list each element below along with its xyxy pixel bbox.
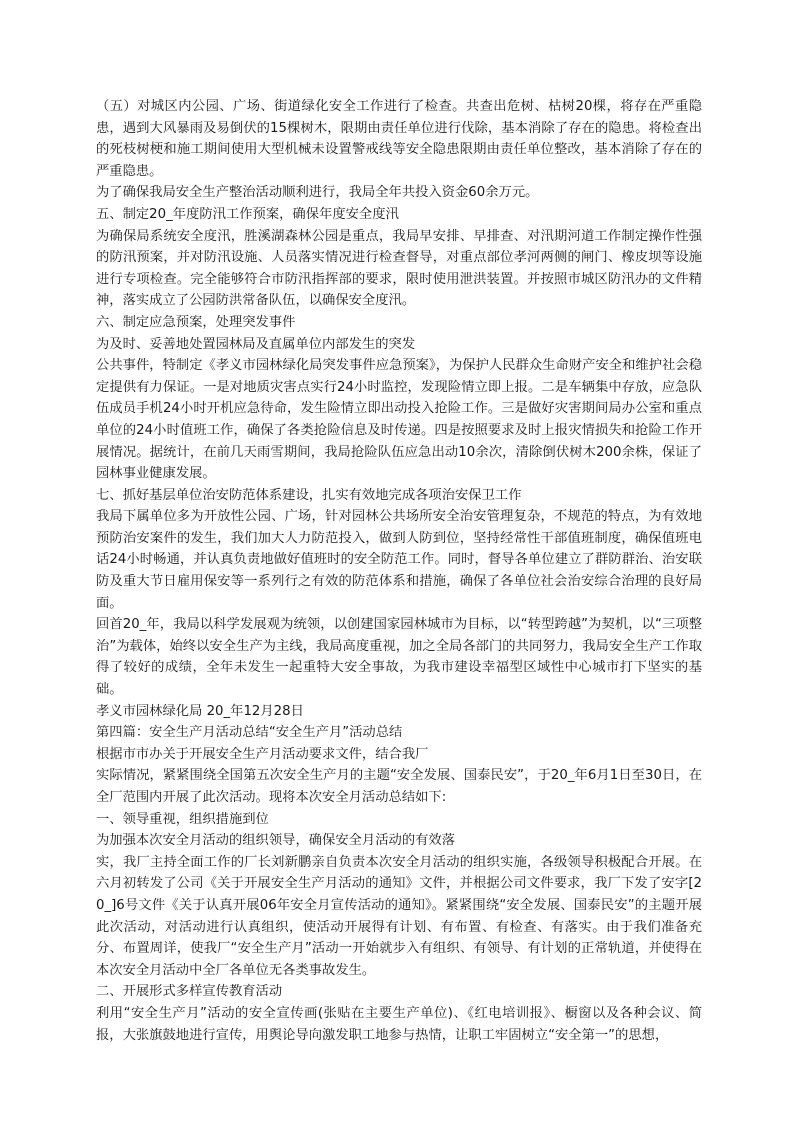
heading-publicity: 二、开展形式多样宣传教育活动 [96,984,283,1000]
heading-emergency-plan: 六、制定应急预案，处理突发事件 [96,314,296,330]
paragraph-basis: 根据市市办关于开展安全生产月活动要求文件，结合我厂 [96,746,429,762]
document-page [96,96,702,1046]
paragraph-year-review: 回首20_年，我局以科学发展观为统领，以创建国家园林城市为目标，以“转型跨越”为契机，以“三项整治”为载体，始终以安全生产为主线，我局高度重视，加之全局各部门的共同努力，我局安全生产工作取得了较好的成绩，全年未发生一起重特大安全事故，为我市建设幸福型区域性中心城市打下坚实的基础。 [96,617,702,698]
paragraph-leadership-details: 实，我厂主持全面工作的厂长刘新鹏亲自负责本次安全月活动的组织实施，各级领导积极配合开展。在六月初转发了公司《关于开展安全生产月活动的通知》文件，并根据公司文件要求，我厂下发了安字[20_]6号文件《关于认真开展06年安全月宣传活动的通知》。紧紧围绕“安全发展、国泰民安”的主题开展此次活动，对活动进行认真组织，使活动开展得有计划、有布置、有检查、有落实。由于我们准备充分、布置周详，使我厂“安全生产月”活动一开始就步入有组织、有领导、有计划的正常轨道，并使得在本次安全月活动中全厂各单位无各类事故发生。 [96,854,702,978]
paragraph-security-system: 我局下属单位多为开放性公园、广场，针对园林公共场所安全治安管理复杂，不规范的特点，为有效地预防治安案件的发生，我们加大人力防范投入，做到人防到位，坚持经常性干部值班制度，确保值班电话24小时畅通，并认真负责地做好值班时的安全防范工作。同时，督导各单位建立了群防群治、治安联防及重大节日雇用保安等一系列行之有效的防范体系和措施，确保了各单位社会治安综合治理的良好局面。 [96,509,702,611]
paragraph-actual-situation: 实际情况，紧紧围绕全国第五次安全生产月的主题“安全发展、国泰民安”，于20_年6月1日至30日，在全厂范围内开展了此次活动。现将本次安全月活动总结如下: [96,768,702,805]
paragraph-flood-plan: 为确保局系统安全度汛，胜溪湖森林公园是重点，我局早安排、早排查、对汛期河道工作制定操作性强的防汛预案，并对防汛设施、人员落实情况进行检查督导，对重点部位孝河两侧的闸门、橡皮坝等设施进行专项检查。完全能够符合市防汛指挥部的要求，限时使用泄洪装置。并按照市城区防汛办的文件精神，落实成立了公园防洪常备队伍，以确保安全度汛。 [96,228,702,309]
paragraph-emergency-intro: 为及时、妥善地处置园林局及直属单位内部发生的突发 [96,336,416,352]
paragraph-publicity: 利用“安全生产月”活动的安全宣传画(张贴在主要生产单位)、《红电培训报》、橱窗以及各种会议、简报，大张旗鼓地进行宣传，用舆论导向激发职工地参与热情，让职工牢固树立“安全第一”的思想， [96,1005,702,1043]
heading-security-system: 七、抓好基层单位治安防范体系建设，扎实有效地完成各项治安保卫工作 [96,487,522,503]
paragraph-investment: 为了确保我局安全生产整治活动顺利进行，我局全年共投入资金60余万元。 [96,185,539,201]
heading-flood-plan: 五、制定20_年度防汛工作预案，确保年度安全度汛 [96,206,399,222]
paragraph-leadership-intro: 为加强本次安全月活动的组织领导，确保安全月活动的有效落 [96,833,456,849]
heading-part-four: 第四篇：安全生产月活动总结“安全生产月”活动总结 [96,725,403,741]
signature-date-line: 孝义市园林绿化局 20_年12月28日 [96,703,304,719]
heading-leadership: 一、领导重视，组织措施到位 [96,811,269,827]
paragraph-inspection-greenbelt: （五）对城区内公园、广场、街道绿化安全工作进行了检查。共查出危树、枯树20棵，将存在严重隐患，遇到大风暴雨及易倒伏的15棵树木，限期由责任单位进行伐除，基本消除了存在的隐患。将检查出的死枝树梗和施工期间使用大型机械未设置警戒线等安全隐患限期由责任单位整改，基本消除了存在的严重隐患。 [96,99,702,179]
paragraph-emergency-details: 公共事件，特制定《孝义市园林绿化局突发事件应急预案》，为保护人民群众生命财产安全和维护社会稳定提供有力保证。一是对地质灾害点实行24小时监控，发现险情立即上报。二是车辆集中存放，应急队伍成员手机24小时开机应急待命，发生险情立即出动投入抢险工作。三是做好灾害期间局办公室和重点单位的24小时值班工作，确保了各类抢险信息及时传递。四是按照要求及时上报灾情损失和抢险工作开展情况。据统计，在前几天雨雪期间，我局抢险队伍应急出动10余次，清除倒伏树木200余株，保证了园林事业健康发展。 [96,358,702,482]
